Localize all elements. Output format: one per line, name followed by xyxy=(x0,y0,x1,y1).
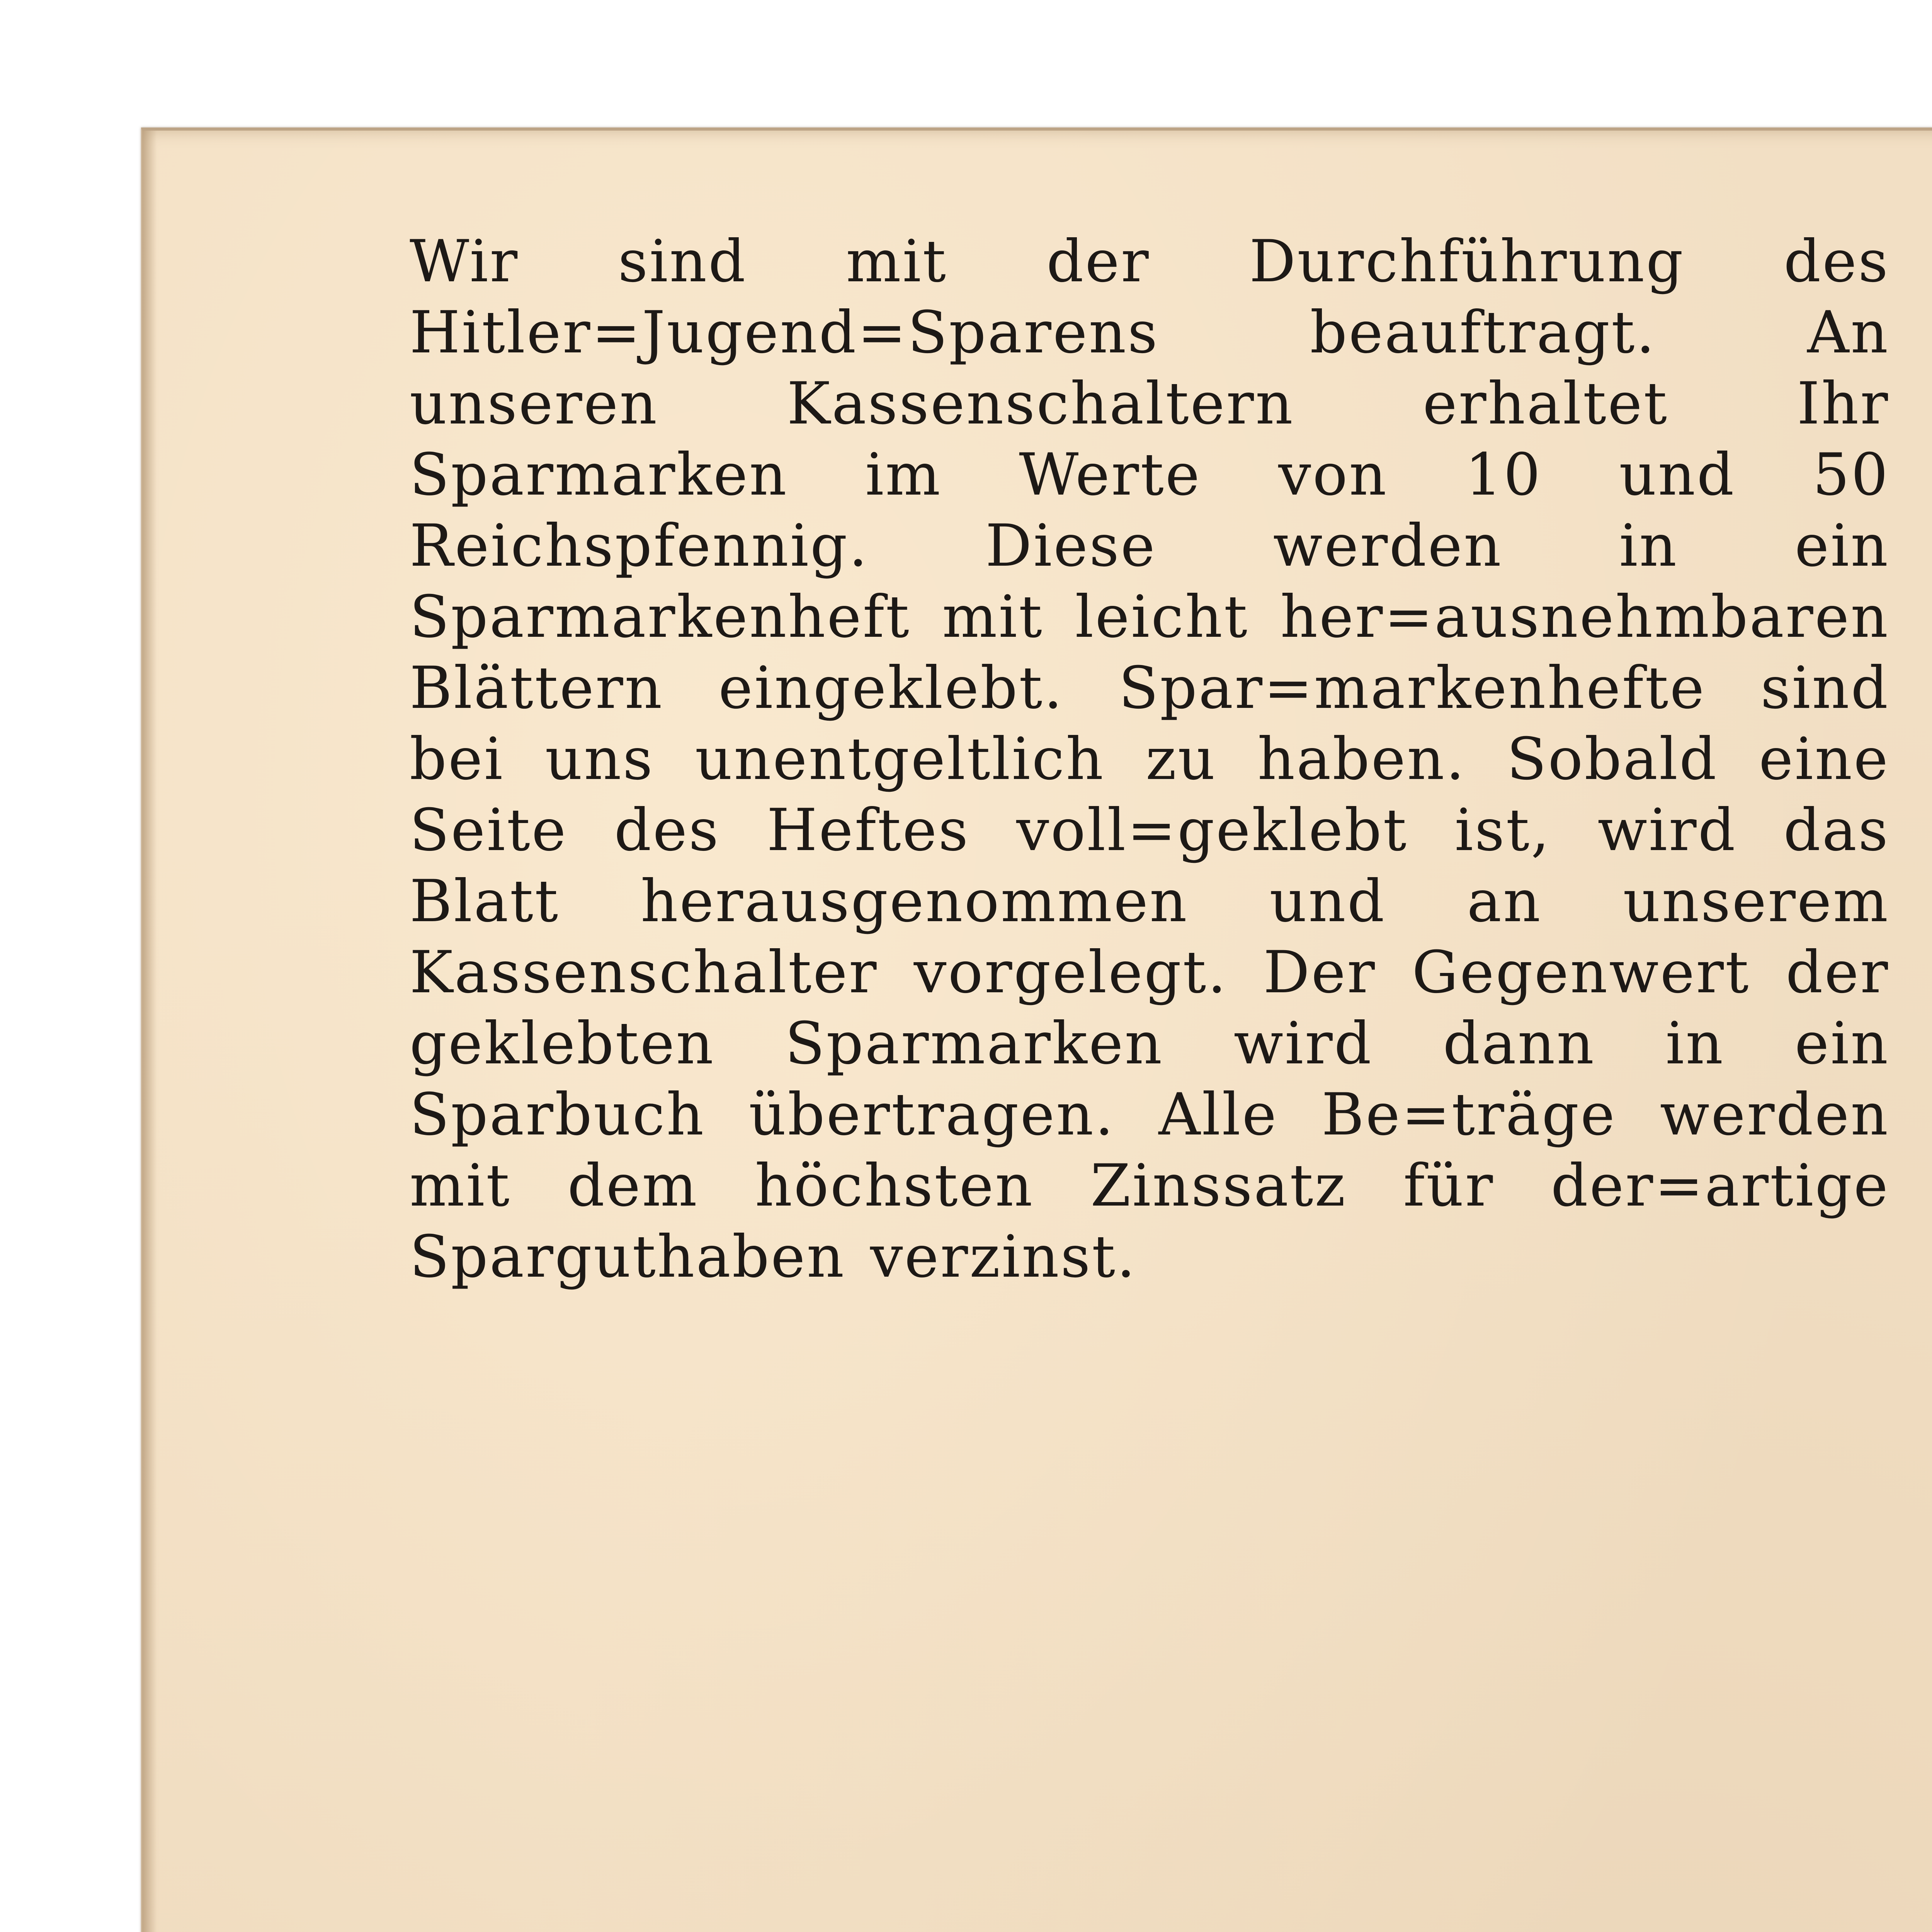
body-paragraph: Wir sind mit der Durchführung des Hitler=Jugend=Sparens beauftragt. An unseren Kassenschaltern erhaltet Ihr Sparmarken im Werte von 10 und 50 Reichspfennig. Diese werden in ein Sparmarkenheft mit leicht her=ausnehmbaren Blättern eingeklebt. Spar=markenhefte sind bei uns unentgeltlich zu haben. Sobald eine Seite des Heftes voll=geklebt ist, wird das Blatt herausgenommen und an unserem Kassenschalter vorgelegt. Der Gegenwert der geklebten Sparmarken wird dann in ein Sparbuch übertragen. Alle Be=träge werden mit dem höchsten Zinssatz für der=artige Sparguthaben verzinst. xyxy=(410,228,1889,1291)
card-edge-shadow xyxy=(142,131,157,1932)
